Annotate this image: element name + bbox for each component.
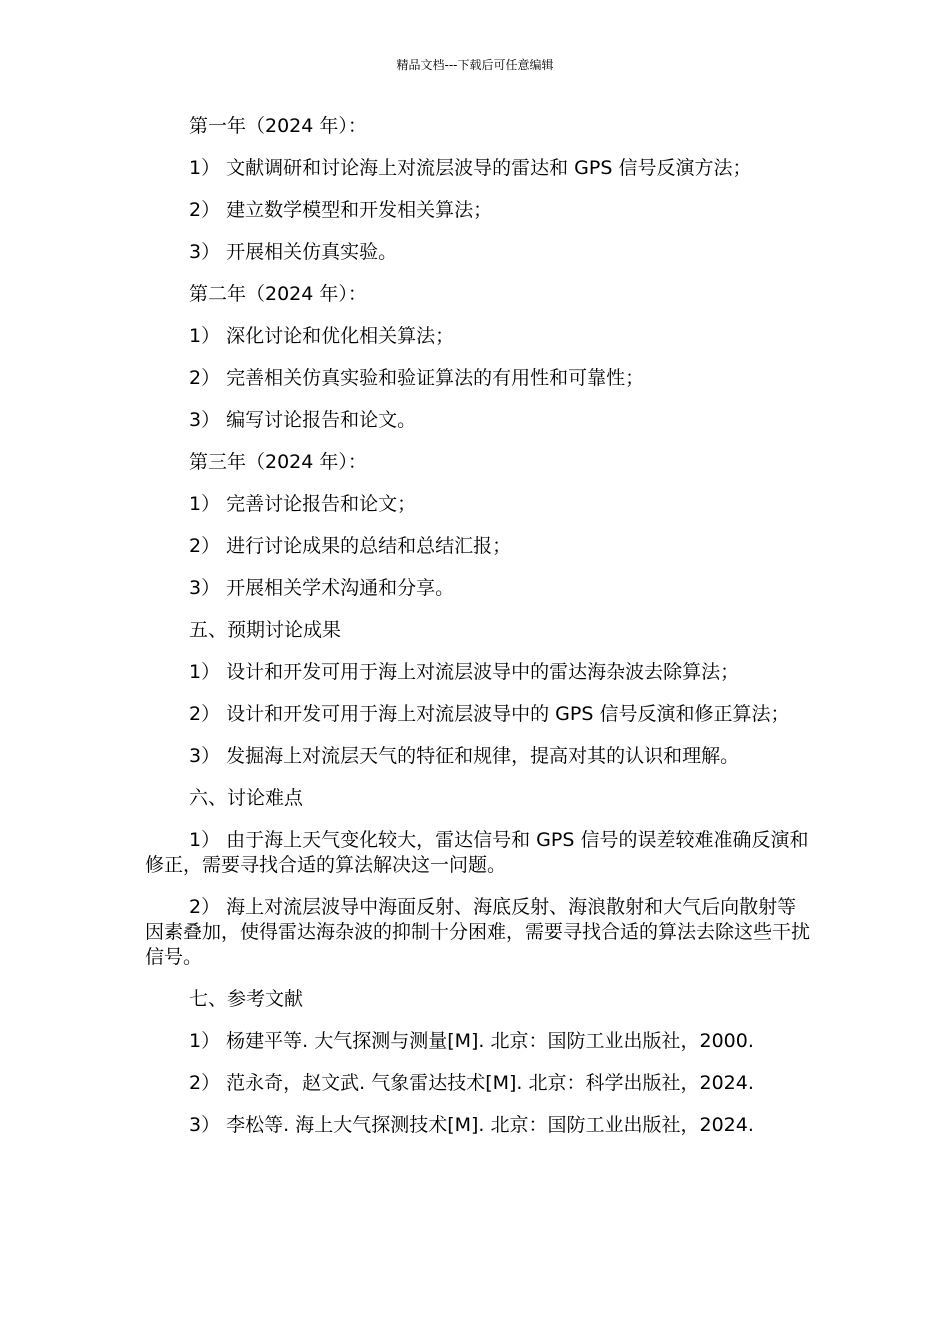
list-item: 3） 开展相关学术沟通和分享。 [189, 577, 455, 599]
list-item: 1） 设计和开发可用于海上对流层波导中的雷达海杂波去除算法； [189, 661, 740, 683]
list-item: 1） 文献调研和讨论海上对流层波导的雷达和 GPS 信号反演方法； [189, 157, 752, 179]
list-item: 2） 设计和开发可用于海上对流层波导中的 GPS 信号反演和修正算法； [189, 703, 790, 725]
document-body [145, 114, 810, 1138]
list-item: 2） 进行讨论成果的总结和总结汇报； [189, 535, 512, 557]
page-header: 精品文档---下载后可任意编辑 [396, 58, 554, 72]
section-heading-difficulties: 六、讨论难点 [189, 787, 304, 809]
list-item: 1） 由于海上天气变化较大，雷达信号和 GPS 信号的误差较难准确反演和修正，需要寻找合适的算法解决这一问题。 [145, 829, 809, 876]
reference-item: 2） 范永奇，赵文武. 气象雷达技术[M]. 北京：科学出版社，2024. [189, 1072, 754, 1094]
reference-item: 3） 李松等. 海上大气探测技术[M]. 北京：国防工业出版社，2024. [189, 1114, 754, 1136]
year1-heading: 第一年（2024 年）： [189, 115, 367, 137]
reference-item: 1） 杨建平等. 大气探测与测量[M]. 北京：国防工业出版社，2000. [189, 1030, 754, 1052]
list-item: 2） 建立数学模型和开发相关算法； [189, 199, 493, 221]
list-item: 3） 编写讨论报告和论文。 [189, 409, 417, 431]
year3-heading: 第三年（2024 年）： [189, 451, 367, 473]
year2-heading: 第二年（2024 年）： [189, 283, 367, 305]
list-item: 2） 海上对流层波导中海面反射、海底反射、海浪散射和大气后向散射等因素叠加，使得雷达海杂波的抑制十分困难，需要寻找合适的算法去除这些干扰信号。 [145, 896, 811, 968]
list-item: 1） 完善讨论报告和论文； [189, 493, 417, 515]
section-heading-expected-results: 五、预期讨论成果 [189, 619, 342, 641]
list-item: 3） 开展相关仿真实验。 [189, 241, 398, 263]
list-item: 1） 深化讨论和优化相关算法； [189, 325, 455, 347]
section-heading-references: 七、参考文献 [189, 988, 304, 1010]
list-item: 2） 完善相关仿真实验和验证算法的有用性和可靠性； [189, 367, 645, 389]
list-item: 3） 发掘海上对流层天气的特征和规律，提高对其的认识和理解。 [189, 745, 740, 767]
